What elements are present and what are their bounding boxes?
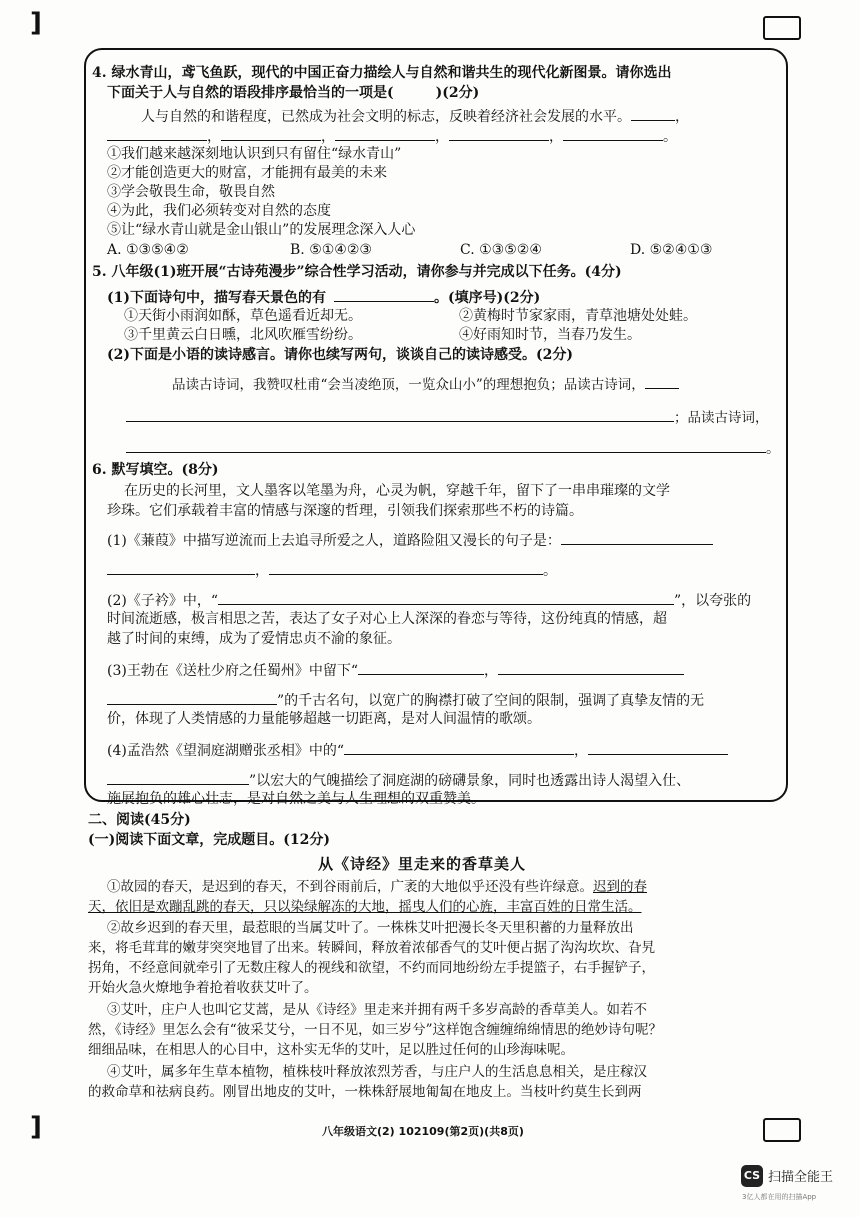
section2-heading: 二、阅读(45分) xyxy=(88,812,191,828)
article-p3-line3: 细细品味，在相思人的心目中，这朴实无华的艾叶，足以胜过任何的山珍海味呢。 xyxy=(88,1042,574,1058)
q4-stem-2: 下面关于人与自然的语段排序最恰当的一项是( )(2分) xyxy=(107,85,480,101)
q5-sub1-blank[interactable] xyxy=(334,287,434,302)
q6-s4: (4)孟浩然《望洞庭湖赠张丞相》中的“ ， xyxy=(107,740,728,760)
q6-stem: 6. 默写填空。(8分) xyxy=(92,462,219,478)
corner-box-bottom-right xyxy=(763,1118,801,1142)
q4-passage-text: 人与自然的和谐程度，已然成为社会文明的标志，反映着经济社会发展的水平。 xyxy=(141,109,631,125)
q6-s3: (3)王勃在《送杜少府之任蜀州》中留下“ ， xyxy=(107,660,684,680)
q6-s4-line3: 施展抱负的雄心壮志，是对自然之美与人生理想的双重赞美。 xyxy=(107,791,485,807)
q4-blanks-row: ， ， ， ， 。 xyxy=(107,126,677,146)
q4-blank-3[interactable] xyxy=(221,126,321,141)
q6-s3-tail: ”的千古名句，以宽广的胸襟打破了空间的限制，强调了真挚友情的无 xyxy=(277,693,705,709)
q6-s3-row2 xyxy=(107,690,704,710)
q5-sample-text-2: ；品读古诗词， xyxy=(674,410,769,426)
article-p3-line1: ③艾叶，庄户人也叫它艾蒿，是从《诗经》里走来并拥有两千多岁高龄的香草美人。如若不 xyxy=(107,1002,647,1018)
q5-poem-1: ①天街小雨润如酥，草色遥看近却无。 xyxy=(124,308,362,324)
q4-option-d[interactable]: D. ⑤②④①③ xyxy=(630,242,713,258)
q6-s1-blank-1[interactable] xyxy=(561,530,713,545)
q6-s3-blank-2[interactable] xyxy=(498,660,684,675)
q4-option-a[interactable]: A. ①③⑤④② xyxy=(107,242,189,258)
article-p1-line1 xyxy=(107,878,647,896)
q5-sample-row3: 。 xyxy=(126,438,780,458)
q6-intro-2: 珍珠。它们承载着丰富的情感与深邃的哲理，引领我们探索那些不朽的诗篇。 xyxy=(107,503,583,519)
q6-s2-line3: 越了时间的束缚，成为了爱情忠贞不渝的象征。 xyxy=(107,631,401,647)
q6-s4-blank-3[interactable] xyxy=(107,770,249,785)
page-footer: 八年级语文(2) 102109(第2页)(共8页) xyxy=(322,1125,524,1138)
scanner-logo: CS xyxy=(741,1165,763,1187)
q5-blank-1[interactable] xyxy=(645,374,679,389)
q6-s1-row2: ， 。 xyxy=(107,560,557,580)
q6-s4-row2 xyxy=(107,770,690,790)
q5-sample-text: 品读古诗词，我赞叹杜甫“会当凌绝顶，一览众山小”的理想抱负；品读古诗词， xyxy=(172,377,645,393)
q6-s2-label: (2)《子衿》中，“ xyxy=(107,593,218,609)
article-p2-line2: 来，将毛茸茸的嫩芽突突地冒了出来。转瞬间，释放着浓郁香气的艾叶便占据了沟沟坎坎、旮旯 xyxy=(88,940,655,956)
q6-s2-tail: ”，以夸张的 xyxy=(674,593,752,609)
q4-passage: 人与自然的和谐程度，已然成为社会文明的标志，反映着经济社会发展的水平。 ， xyxy=(141,106,689,126)
q6-s2-blank[interactable] xyxy=(218,590,674,605)
q4-blank-2[interactable] xyxy=(107,126,207,141)
corner-bracket-bottom-left: ] xyxy=(30,1112,42,1142)
q6-s3-label: (3)王勃在《送杜少府之任蜀州》中留下“ xyxy=(107,663,358,679)
article-p2-line3: 拐角，不经意间就牵引了无数庄稼人的视线和欲望，不约而同地纷纷左手提篮子，右手握铲子， xyxy=(88,960,655,976)
section2-part1: (一)阅读下面文章，完成题目。(12分) xyxy=(88,832,330,848)
scanner-brand: 扫描全能王 xyxy=(768,1170,834,1185)
q4-option-b[interactable]: B. ⑤①④②③ xyxy=(290,242,372,258)
article-p1-underlined: 迟到的春 xyxy=(593,879,647,895)
q4-item-4: ④为此，我们必须转变对自然的态度 xyxy=(107,203,331,219)
q5-blank-3[interactable] xyxy=(126,438,766,453)
article-p4-line1: ④艾叶，属多年生草本植物，植株枝叶释放浓烈芳香，与庄户人的生活息息相关，是庄稼汉 xyxy=(107,1064,647,1080)
q4-blank-4[interactable] xyxy=(335,126,435,141)
q4-option-c[interactable]: C. ①③⑤②④ xyxy=(460,242,542,258)
q6-intro-1: 在历史的长河里，文人墨客以笔墨为舟，心灵为帆，穿越千年，留下了一串串璀璨的文学 xyxy=(124,483,670,499)
corner-box-top-right xyxy=(763,16,801,40)
q6-s3-blank-1[interactable] xyxy=(358,660,484,675)
q6-s2 xyxy=(107,590,751,610)
q4-item-1: ①我们越来越深刻地认识到只有留住“绿水青山” xyxy=(107,146,402,162)
article-p2-line4: 开始火急火燎地争着抢着收获艾叶了。 xyxy=(88,980,318,996)
article-p1-line2: 天，依旧是欢蹦乱跳的春天，只以染绿解冻的大地，摇曳人们的心旌，丰富百姓的日常生活。 xyxy=(88,899,642,915)
article-p2-line1: ②故乡迟到的春天里，最惹眼的当属艾叶了。一株株艾叶把漫长冬天里积蓄的力量释放出 xyxy=(107,920,634,936)
q6-s3-line3: 价，体现了人类情感的力量能够超越一切距离，是对人间温情的歌颂。 xyxy=(107,711,541,727)
q6-s4-blank-1[interactable] xyxy=(344,740,574,755)
article-p1-text: ①故园的春天，是迟到的春天，不到谷雨前后，广袤的大地似乎还没有些许绿意。 xyxy=(107,879,593,895)
q4-item-3: ③学会敬畏生命，敬畏自然 xyxy=(107,184,275,200)
q4-blank-5[interactable] xyxy=(449,126,549,141)
q6-s3-blank-3[interactable] xyxy=(107,690,277,705)
q5-poem-4: ④好雨知时节，当春乃发生。 xyxy=(459,327,641,343)
q5-sub1-label: (1)下面诗句中，描写春天景色的有 xyxy=(107,290,326,306)
q6-s4-blank-2[interactable] xyxy=(588,740,728,755)
q6-s4-label: (4)孟浩然《望洞庭湖赠张丞相》中的“ xyxy=(107,743,344,759)
q6-s1-blank-2[interactable] xyxy=(107,560,255,575)
q4-item-5: ⑤让“绿水青山就是金山银山”的发展理念深入人心 xyxy=(107,222,416,238)
q4-stem-1: 4. 绿水青山，鸢飞鱼跃，现代的中国正奋力描绘人与自然和谐共生的现代化新图景。请你选出 xyxy=(92,65,672,81)
q6-s1 xyxy=(107,530,713,550)
q5-blank-2[interactable] xyxy=(126,407,674,422)
article-p4-line2: 的救命草和祛病良药。刚冒出地皮的艾叶，一株株舒展地匍匐在地皮上。当枝叶约莫生长到两 xyxy=(88,1084,642,1100)
q5-stem: 5. 八年级(1)班开展“古诗苑漫步”综合性学习活动，请你参与并完成以下任务。(4分) xyxy=(92,264,622,280)
q5-poem-3: ③千里黄云白日曛，北风吹雁雪纷纷。 xyxy=(124,327,362,343)
q4-blank-6[interactable] xyxy=(563,126,663,141)
scanner-tagline: 3亿人都在用的扫描App xyxy=(742,1193,817,1201)
corner-bracket-top-left: ] xyxy=(30,8,42,38)
q5-sample-row2 xyxy=(126,407,769,427)
q4-blank-1[interactable] xyxy=(631,106,675,121)
q5-sample xyxy=(172,374,679,394)
q4-item-2: ②才能创造更大的财富，才能拥有最美的未来 xyxy=(107,165,387,181)
article-p3-line2: 然，《诗经》里怎么会有“彼采艾兮，一日不见，如三岁兮”这样饱含缠缠绵绵情思的绝妙诗句呢？ xyxy=(88,1022,663,1038)
q5-sub1-tail: 。(填序号)(2分) xyxy=(434,290,541,306)
q6-s2-line2: 时间流逝感，极言相思之苦，表达了女子对心上人深深的眷恋与等待，这份纯真的情感，超 xyxy=(107,611,667,627)
q6-s1-label: (1)《蒹葭》中描写逆流而上去追寻所爱之人，道路险阻又漫长的句子是： xyxy=(107,533,561,549)
article-title: 从《诗经》里走来的香草美人 xyxy=(318,855,527,873)
q5-sub2: (2)下面是小语的读诗感言。请你也续写两句，谈谈自己的读诗感受。(2分) xyxy=(107,347,573,363)
q5-poem-2: ②黄梅时节家家雨，青草池塘处处蛙。 xyxy=(459,308,697,324)
q6-s1-blank-3[interactable] xyxy=(269,560,543,575)
q5-sub1 xyxy=(107,287,540,307)
q6-s4-tail: ”以宏大的气魄描绘了洞庭湖的磅礴景象，同时也透露出诗人渴望入仕、 xyxy=(249,773,691,789)
